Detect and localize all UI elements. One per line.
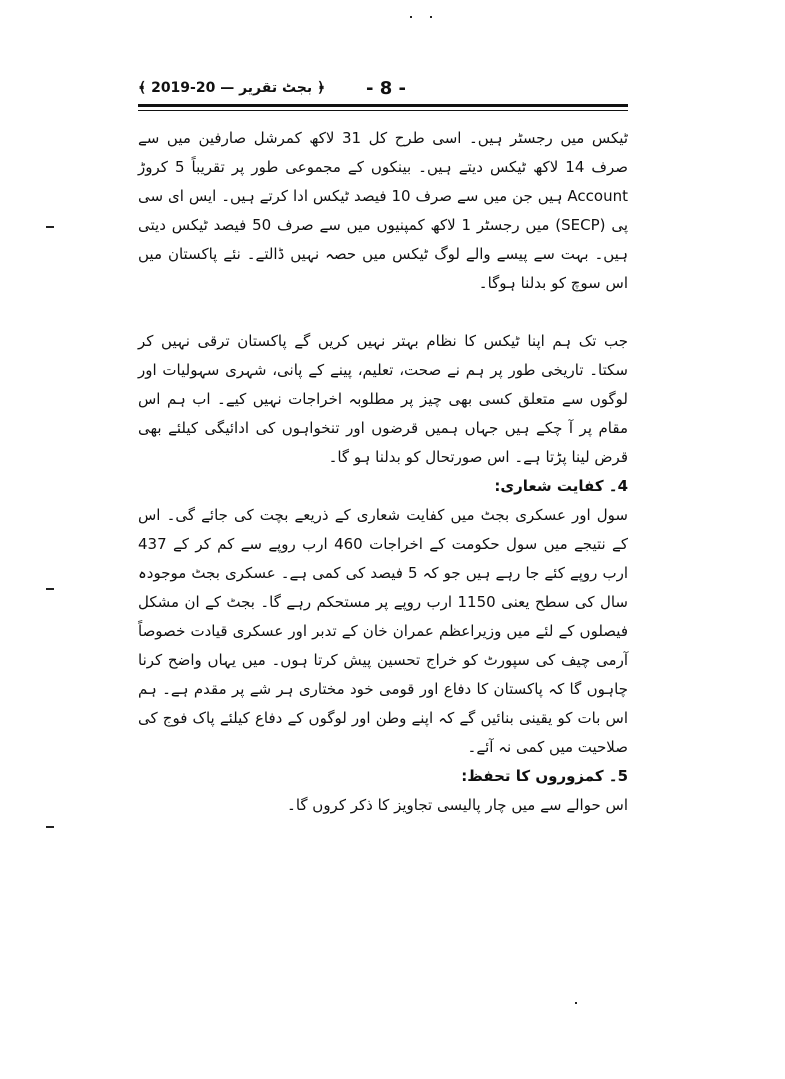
margin-mark	[46, 588, 54, 590]
margin-mark	[46, 226, 54, 228]
scan-speck	[575, 1002, 577, 1004]
scan-speck	[410, 16, 412, 18]
heading-austerity: 4۔ کفایت شعاری:	[494, 477, 628, 495]
paragraph-policy-proposals: اس حوالے سے میں چار پالیسی تجاویز کا ذکر کروں گا۔	[287, 796, 628, 814]
document-body	[138, 124, 628, 820]
paragraph-tax-registration: ٹیکس میں رجسٹر ہیں۔ اسی طرح کل 31 لاکھ کمرشل صارفین میں سے صرف 14 لاکھ ٹیکس دیتے ہیں۔ بینکوں کے مجموعی طور پر تقریباً 5 کروڑ Account ہیں جن میں سے صرف 10 فیصد ٹیکس ادا کرتے ہیں۔ ایس ای سی پی (SECP) میں رجسٹر 1 لاکھ کمپنیوں میں سے صرف 50 فیصد ٹیکس دیتی ہیں۔ بہت سے پیسے والے لوگ ٹیکس میں حصہ نہیں ڈالتے۔ نئے پاکستان میں اس سوچ کو بدلنا ہوگا۔	[138, 129, 628, 292]
page-header	[138, 74, 628, 104]
paragraph-tax-system: جب تک ہم اپنا ٹیکس کا نظام بہتر نہیں کریں گے پاکستان ترقی نہیں کر سکتا۔ تاریخی طور پر ہم نے صحت، تعلیم، پینے کے پانی، شہری سہولیات اور لوگوں سے متعلق کسی بھی چیز پر مطلوبہ اخراجات نہیں کیے۔ اب ہم اس مقام پر آ چکے ہیں جہاں ہمیں قرضوں اور تنخواہوں کی ادائیگی کیلئے بھی قرض لینا پڑتا ہے۔ اس صورتحال کو بدلنا ہو گا۔	[138, 332, 628, 466]
paragraph-austerity: سول اور عسکری بجٹ میں کفایت شعاری کے ذریعے بچت کی جائے گی۔ اس کے نتیجے میں سول حکومت کے اخراجات 460 ارب روپے سے کم کر کے 437 ارب روپے کئے جا رہے ہیں جو کہ 5 فیصد کی کمی ہے۔ عسکری بجٹ موجودہ سال کی سطح یعنی 1150 ارب روپے پر مستحکم رہے گا۔ بجٹ کے ان مشکل فیصلوں کے لئے میں وزیراعظم عمران خان کے تدبر اور عسکری قیادت خصوصاً آرمی چیف کی سپورٹ کو خراج تحسین پیش کرتا ہوں۔ میں یہاں واضح کرنا چاہوں گا کہ پاکستان کا دفاع اور قومی خود مختاری ہر شے پر مقدم ہے۔ ہم اس بات کو یقینی بنائیں گے کہ اپنے وطن اور لوگوں کے دفاع کیلئے پاک فوج کی صلاحیت میں کمی نہ آئے۔	[138, 506, 628, 756]
header-budget-title: ﴾ 2019-20 — بجٹ تقریر ﴿	[138, 80, 326, 96]
margin-mark	[46, 826, 54, 828]
header-divider-thin	[138, 110, 628, 111]
header-divider	[138, 104, 628, 107]
scan-speck	[430, 16, 432, 18]
page-number: - 8 -	[366, 78, 406, 99]
heading-protection-of-weak: 5۔ کمزوروں کا تحفظ:	[461, 767, 628, 785]
